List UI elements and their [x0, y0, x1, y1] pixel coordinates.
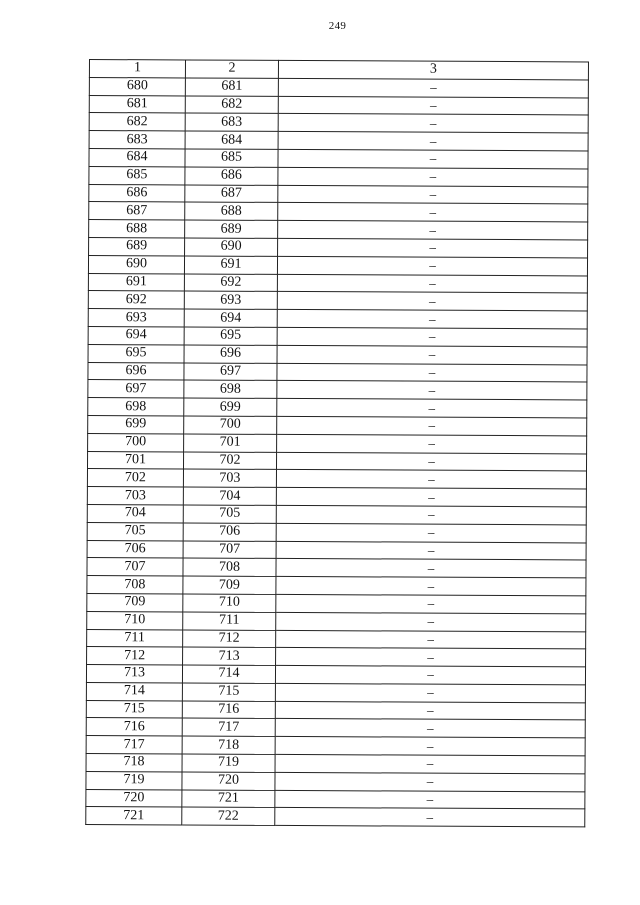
- table-cell-col-2: 708: [183, 558, 276, 576]
- table-cell-col-2: 722: [182, 807, 275, 825]
- table-cell-col-2: 693: [184, 291, 277, 309]
- table-cell-col-1: 707: [87, 558, 183, 576]
- table-cell-col-3: –: [276, 505, 586, 524]
- table-cell-col-3: –: [275, 701, 585, 720]
- table-cell-col-1: 718: [86, 754, 182, 772]
- table-cell-col-1: 690: [88, 255, 184, 273]
- table-cell-col-1: 701: [87, 451, 183, 469]
- table-cell-col-1: 682: [89, 113, 185, 131]
- table-cell-col-1: 689: [89, 237, 185, 255]
- table-cell-col-2: 716: [182, 701, 275, 719]
- table-cell-col-2: 709: [183, 576, 276, 594]
- table-cell-col-2: 706: [183, 523, 276, 541]
- table-cell-col-3: –: [277, 416, 587, 435]
- data-table: [85, 59, 589, 828]
- table-cell-col-2: 681: [185, 78, 278, 96]
- table-cell-col-3: –: [275, 666, 585, 685]
- table-cell-col-1: 717: [86, 736, 182, 754]
- table-cell-col-2: 695: [184, 327, 277, 345]
- table-cell-col-1: 708: [87, 576, 183, 594]
- table-cell-col-2: 684: [185, 131, 278, 149]
- table-cell-col-2: 701: [184, 434, 277, 452]
- table-cell-col-3: –: [277, 434, 587, 453]
- table-cell-col-3: –: [276, 630, 586, 649]
- table-cell-col-3: –: [276, 452, 586, 471]
- table-cell-col-3: –: [275, 790, 585, 809]
- table-cell-col-3: –: [277, 345, 587, 364]
- table-cell-col-1: 697: [88, 380, 184, 398]
- table-cell-col-2: 704: [183, 487, 276, 505]
- table-cell-col-2: 699: [184, 398, 277, 416]
- table-cell-col-3: –: [276, 612, 586, 631]
- table-cell-col-2: 700: [184, 416, 277, 434]
- table-cell-col-3: –: [277, 256, 587, 275]
- table-cell-col-1: 719: [86, 771, 182, 789]
- table-cell-col-2: 717: [182, 718, 275, 736]
- table-cell-col-1: 691: [88, 273, 184, 291]
- table-cell-col-3: –: [277, 327, 587, 346]
- table-cell-col-3: –: [276, 488, 586, 507]
- column-header-2: 2: [185, 60, 278, 78]
- table-cell-col-2: 697: [184, 363, 277, 381]
- table-cell-col-2: 690: [185, 238, 278, 256]
- table-cell-col-1: 693: [88, 309, 184, 327]
- table-cell-col-1: 713: [86, 665, 182, 683]
- table-cell-col-2: 710: [183, 594, 276, 612]
- table-cell-col-1: 698: [88, 398, 184, 416]
- table-cell-col-1: 712: [87, 647, 183, 665]
- table-cell-col-3: –: [277, 274, 587, 293]
- table-cell-col-3: –: [275, 719, 585, 738]
- table-cell-col-1: 687: [89, 202, 185, 220]
- table-cell-col-1: 715: [86, 700, 182, 718]
- table-cell-col-3: –: [277, 310, 587, 329]
- table-cell-col-3: –: [278, 149, 588, 168]
- table-cell-col-1: 711: [87, 629, 183, 647]
- table-cell-col-3: –: [278, 185, 588, 204]
- table-cell-col-3: –: [276, 523, 586, 542]
- table-cell-col-2: 694: [184, 309, 277, 327]
- table-cell-col-2: 703: [183, 469, 276, 487]
- table-cell-col-1: 680: [89, 77, 185, 95]
- table-cell-col-2: 696: [184, 345, 277, 363]
- table-cell-col-3: –: [277, 399, 587, 418]
- table-cell-col-2: 713: [183, 647, 276, 665]
- table-cell-col-3: –: [278, 96, 588, 115]
- table-cell-col-2: 686: [185, 167, 278, 185]
- table-cell-col-2: 688: [185, 202, 278, 220]
- table-cell-col-2: 689: [185, 220, 278, 238]
- table-cell-col-3: –: [277, 381, 587, 400]
- table-cell-col-2: 707: [183, 540, 276, 558]
- table-cell-col-3: –: [278, 78, 588, 97]
- table-cell-col-1: 710: [87, 611, 183, 629]
- table-cell-col-3: –: [276, 541, 586, 560]
- table-cell-col-2: 719: [182, 754, 275, 772]
- table-cell-col-3: –: [275, 808, 585, 827]
- table-cell-col-1: 681: [89, 95, 185, 113]
- table-cell-col-2: 712: [183, 629, 276, 647]
- table-cell-col-3: –: [278, 132, 588, 151]
- table-cell-col-2: 705: [183, 505, 276, 523]
- table-body: [86, 77, 589, 827]
- table-cell-col-1: 695: [88, 344, 184, 362]
- table-cell-col-1: 688: [89, 220, 185, 238]
- table-cell-col-2: 685: [185, 149, 278, 167]
- table-cell-col-2: 720: [182, 772, 275, 790]
- table-cell-col-1: 696: [88, 362, 184, 380]
- table-cell-col-3: –: [276, 594, 586, 613]
- table-cell-col-2: 721: [182, 790, 275, 808]
- table-cell-col-1: 683: [89, 131, 185, 149]
- table-cell-col-2: 718: [182, 736, 275, 754]
- table-cell-col-1: 700: [88, 433, 184, 451]
- table-cell-col-3: –: [276, 577, 586, 596]
- table-cell-col-2: 715: [182, 683, 275, 701]
- table-cell-col-2: 702: [183, 451, 276, 469]
- table-cell-col-3: –: [278, 238, 588, 257]
- table-cell-col-1: 720: [86, 789, 182, 807]
- column-header-1: 1: [89, 60, 185, 78]
- table-cell-col-1: 685: [89, 166, 185, 184]
- table-cell-col-3: –: [278, 167, 588, 186]
- column-header-3: 3: [278, 60, 588, 79]
- table-cell-col-2: 683: [185, 113, 278, 131]
- table-cell-col-1: 692: [88, 291, 184, 309]
- table-cell-col-1: 703: [87, 487, 183, 505]
- table-cell-col-2: 682: [185, 96, 278, 114]
- table-cell-col-1: 706: [87, 540, 183, 558]
- table-cell-col-3: –: [275, 737, 585, 756]
- table-row: [86, 807, 585, 827]
- table-cell-col-2: 692: [184, 274, 277, 292]
- table-cell-col-3: –: [278, 114, 588, 133]
- table-cell-col-1: 686: [89, 184, 185, 202]
- table-cell-col-1: 704: [87, 504, 183, 522]
- table-cell-col-3: –: [277, 363, 587, 382]
- table-cell-col-2: 687: [185, 185, 278, 203]
- table-cell-col-3: –: [275, 772, 585, 791]
- table-cell-col-1: 714: [86, 682, 182, 700]
- table-cell-col-3: –: [277, 292, 587, 311]
- table-cell-col-1: 699: [88, 415, 184, 433]
- data-table-container: [85, 59, 589, 828]
- table-cell-col-2: 691: [184, 256, 277, 274]
- page-number: 249: [328, 20, 347, 32]
- table-cell-col-2: 714: [182, 665, 275, 683]
- table-cell-col-3: –: [276, 470, 586, 489]
- table-cell-col-3: –: [276, 559, 586, 578]
- table-cell-col-1: 684: [89, 148, 185, 166]
- table-cell-col-2: 711: [183, 612, 276, 630]
- table-cell-col-3: –: [278, 203, 588, 222]
- table-cell-col-2: 698: [184, 380, 277, 398]
- table-cell-col-1: 721: [86, 807, 182, 825]
- table-cell-col-1: 709: [87, 593, 183, 611]
- table-cell-col-3: –: [275, 754, 585, 773]
- table-cell-col-1: 702: [87, 469, 183, 487]
- table-cell-col-3: –: [278, 221, 588, 240]
- table-cell-col-1: 716: [86, 718, 182, 736]
- table-cell-col-3: –: [275, 683, 585, 702]
- table-cell-col-1: 694: [88, 326, 184, 344]
- table-cell-col-1: 705: [87, 522, 183, 540]
- table-cell-col-3: –: [276, 648, 586, 667]
